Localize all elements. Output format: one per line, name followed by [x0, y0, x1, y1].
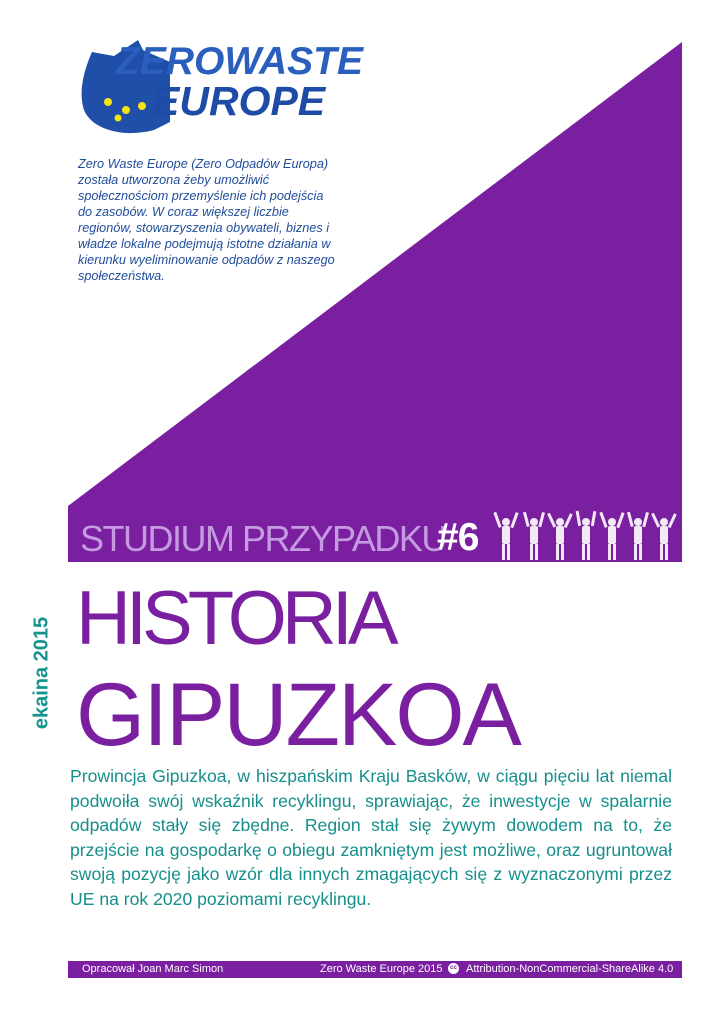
footer-license: Attribution-NonCommercial-ShareAlike 4.0	[466, 963, 674, 975]
title-line-historia: HISTORIA	[76, 576, 394, 661]
date-vertical	[22, 598, 62, 748]
publication-date: ekaina 2015	[30, 616, 53, 730]
logo-text-zerowaste: ZEROWASTE	[116, 40, 364, 83]
people-silhouettes-icon	[490, 510, 682, 562]
footer-organization: Zero Waste Europe 2015	[320, 963, 443, 975]
case-study-number: #6	[437, 516, 479, 559]
logo-text-europe: EUROPE	[152, 78, 326, 124]
title-line-gipuzkoa: GIPUZKOA	[76, 664, 520, 764]
footer-author: Opracował Joan Marc Simon	[82, 963, 224, 975]
case-study-label: STUDIUM PRZYPADKU	[80, 518, 446, 559]
zero-waste-europe-logo	[74, 30, 364, 140]
lead-paragraph: Prowincja Gipuzkoa, w hiszpańskim Kraju Basków, w ciągu pięciu lat niemal podwoiła swój wskaźnik recyklingu, sprawiając, że inwestycje w spalarnie odpadów stały się zbędne. Region stał się żywym dowodem na to, że przejście na gospodarkę o obiegu zamkniętym jest możliwe, oraz ugruntował swoją pozycję jako wzór dla innych zmagających się z wyznaczonymi przez UE na rok 2020 poziomami recyklingu.	[70, 766, 672, 909]
intro-paragraph: Zero Waste Europe (Zero Odpadów Europa) została utworzona żeby umożliwić społecznościom przemyślenie ich podejścia do zasobów. W coraz większej liczbie regionów, stowarzyszenia obywateli, biznes i władze lokalne podejmują istotne działania w kierunku wyeliminowanie odpadów z naszego społeczeństwa.	[78, 157, 335, 283]
creative-commons-icon: cc	[448, 963, 459, 974]
footer-bar	[68, 961, 682, 978]
